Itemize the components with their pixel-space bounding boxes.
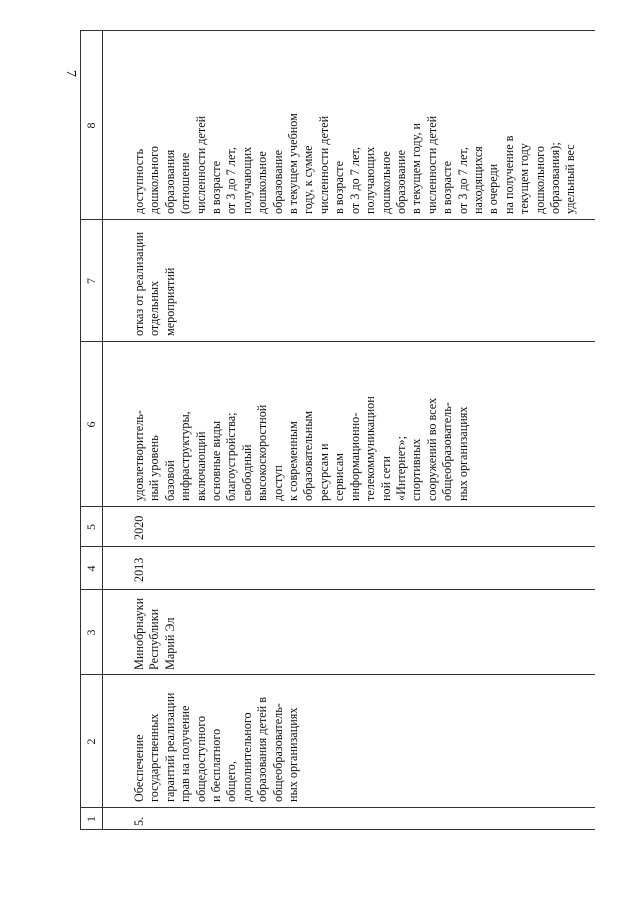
col-border — [80, 506, 595, 507]
row-number: 5. — [132, 816, 146, 826]
col-border — [80, 341, 595, 342]
rotated-table — [80, 30, 620, 830]
header-col-4: 4 — [84, 565, 98, 572]
header-col-8: 8 — [84, 122, 98, 129]
col-border — [80, 829, 595, 830]
header-bottom-border — [102, 30, 103, 830]
cell-start-year: 2013 — [132, 557, 146, 582]
header-col-6: 6 — [84, 421, 98, 428]
col-border — [80, 589, 595, 590]
header-col-2: 2 — [84, 738, 98, 745]
cell-end-year: 2020 — [132, 515, 146, 540]
col-border — [80, 674, 595, 675]
header-col-5: 5 — [84, 524, 98, 530]
col-border — [80, 546, 595, 547]
col-border — [80, 30, 595, 31]
header-col-7: 7 — [84, 278, 98, 284]
cell-measure: Обеспечение государственных гарантий реализации прав на получение общедоступного и бесплатного общего, дополнительного образования детей в общеобразователь- ных организациях — [132, 692, 301, 802]
cell-executor: Минобрнауки Республики Марий Эл — [132, 597, 177, 670]
cell-indicators: доступность дошкольного образования (отношение численности детей в возрасте от 3 до 7 лет, получающих дошкольное образование в текущем учебном году, к сумме численности детей в возрасте от 3 до 7 лет, получающих дошкольное образование в текущем году, и численности детей в возрасте от 3 до 7 лет, находящихся в очереди на получение в текущем году дошкольного образования); удельный вес — [132, 113, 578, 214]
page-number: 7 — [63, 70, 78, 77]
col-border — [80, 807, 595, 808]
cell-consequences: отказ от реализации отдельных мероприятий — [132, 231, 177, 336]
cell-expected-result: удовлетворитель- ный уровень базовой инфраструктуры, включающий основные виды благоустройства; свободный высокоскоростной доступ к современным образовательным ресурсам и сервисам информационно- телекоммуникацион ной сети «Интернет»; спортивных сооружений во всех общеобразователь- ных организациях — [132, 396, 470, 501]
header-col-3: 3 — [84, 629, 98, 636]
col-border — [80, 219, 595, 220]
header-col-1: 1 — [84, 816, 98, 822]
